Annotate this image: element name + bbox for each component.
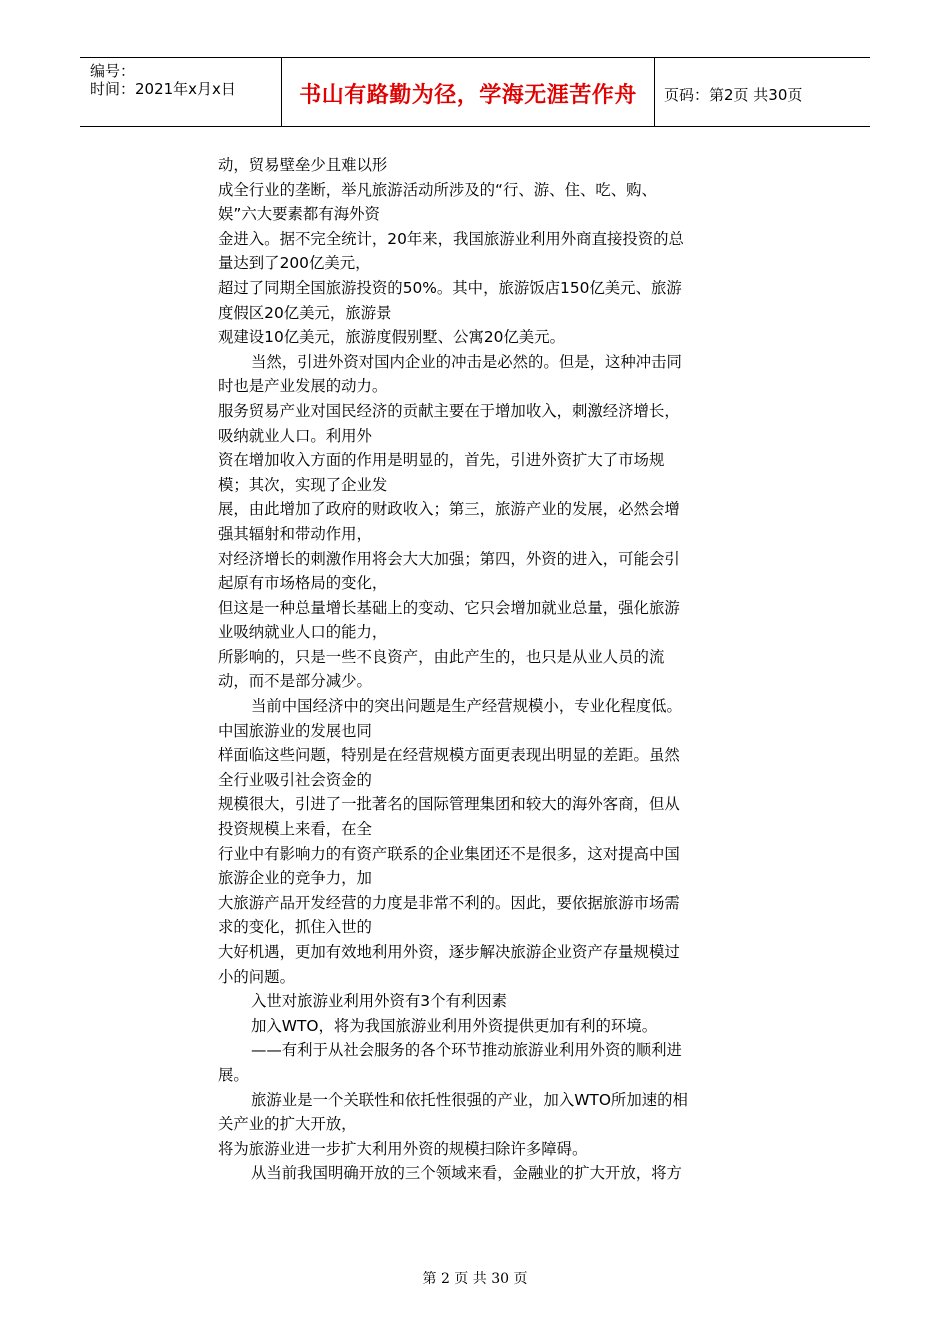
body-line: 入世对旅游业利用外资有3个有利因素 <box>251 992 508 1011</box>
body-line: 中国旅游业的发展也同 <box>218 721 372 740</box>
body-line: 规模很大，引进了一批著名的国际管理集团和较大的海外客商，但从 <box>218 795 680 814</box>
body-line: 关产业的扩大开放， <box>218 1115 357 1134</box>
body-line: 小的问题。 <box>218 967 295 986</box>
body-line: 旅游业是一个关联性和依托性很强的产业，加入WTO所加速的相 <box>251 1090 688 1109</box>
body-line: 对经济增长的刺激作用将会大大加强；第四，外资的进入，可能会引 <box>218 549 680 568</box>
body-line: 当然，引进外资对国内企业的冲击是必然的。但是，这种冲击同 <box>251 352 682 371</box>
header-motto-cell <box>281 58 655 126</box>
body-line: 时也是产业发展的动力。 <box>218 377 388 396</box>
header-meta-cell <box>80 58 281 126</box>
page-footer: 第 2 页 共 30 页 <box>422 1271 528 1287</box>
body-line: 将为旅游业进一步扩大利用外资的规模扫除许多障碍。 <box>218 1139 588 1158</box>
body-line: 强其辐射和带动作用， <box>218 524 372 543</box>
page-number-label: 页码：第2页 共30页 <box>664 86 803 104</box>
serial-number-label: 编号： <box>90 62 136 80</box>
body-line: 度假区20亿美元，旅游景 <box>218 303 392 322</box>
body-line: 娱”六大要素都有海外资 <box>218 205 380 224</box>
body-line: 业吸纳就业人口的能力， <box>218 623 388 642</box>
body-line: 超过了同期全国旅游投资的50%。其中，旅游饭店150亿美元、旅游 <box>218 278 682 297</box>
body-line: 吸纳就业人口。利用外 <box>218 426 372 445</box>
body-line: 资在增加收入方面的作用是明显的，首先，引进外资扩大了市场规 <box>218 451 665 470</box>
document-body <box>218 153 728 1186</box>
body-line: 投资规模上来看，在全 <box>218 820 372 839</box>
page-header <box>80 57 870 127</box>
body-line: 大旅游产品开发经营的力度是非常不利的。因此，要依据旅游市场需 <box>218 893 680 912</box>
body-line: 展。 <box>218 1065 249 1084</box>
body-line: 成全行业的垄断，举凡旅游活动所涉及的“行、游、住、吃、购、 <box>218 180 657 199</box>
body-line: 但这是一种总量增长基础上的变动、它只会增加就业总量，强化旅游 <box>218 598 680 617</box>
body-line: 服务贸易产业对国民经济的贡献主要在于增加收入，刺激经济增长， <box>218 401 680 420</box>
body-line: 全行业吸引社会资金的 <box>218 770 372 789</box>
body-line: 旅游企业的竞争力，加 <box>218 869 372 888</box>
body-line: 大好机遇，更加有效地利用外资，逐步解决旅游企业资产存量规模过 <box>218 943 680 961</box>
body-line: 从当前我国明确开放的三个领域来看，金融业的扩大开放，将方 <box>251 1164 682 1183</box>
body-line: 量达到了200亿美元， <box>218 254 371 273</box>
body-line: 起原有市场格局的变化， <box>218 574 388 593</box>
motto-text: 书山有路勤为径，学海无涯苦作舟 <box>299 83 637 108</box>
body-line: 观建设10亿美元，旅游度假别墅、公寓20亿美元。 <box>218 328 565 347</box>
body-line: 当前中国经济中的突出问题是生产经营规模小，专业化程度低。 <box>251 697 682 716</box>
body-line: ——有利于从社会服务的各个环节推动旅游业利用外资的顺利进 <box>251 1041 682 1060</box>
date-label: 时间：2021年x月x日 <box>90 80 236 98</box>
body-line: 动，而不是部分减少。 <box>218 672 372 691</box>
body-line: 所影响的，只是一些不良资产，由此产生的，也只是从业人员的流 <box>218 647 665 666</box>
header-page-cell <box>654 58 870 126</box>
body-line: 模；其次，实现了企业发 <box>218 475 388 494</box>
body-line: 金进入。据不完全统计，20年来，我国旅游业利用外商直接投资的总 <box>218 229 684 248</box>
body-line: 样面临这些问题，特别是在经营规模方面更表现出明显的差距。虽然 <box>218 746 680 765</box>
body-line: 展，由此增加了政府的财政收入；第三，旅游产业的发展，必然会增 <box>218 500 680 519</box>
body-line: 加入WTO，将为我国旅游业利用外资提供更加有利的环境。 <box>251 1016 658 1035</box>
body-line: 求的变化，抓住入世的 <box>218 918 372 937</box>
body-line: 动，贸易壁垒少且难以形 <box>218 156 388 174</box>
body-line: 行业中有影响力的有资产联系的企业集团还不是很多，这对提高中国 <box>218 844 680 863</box>
